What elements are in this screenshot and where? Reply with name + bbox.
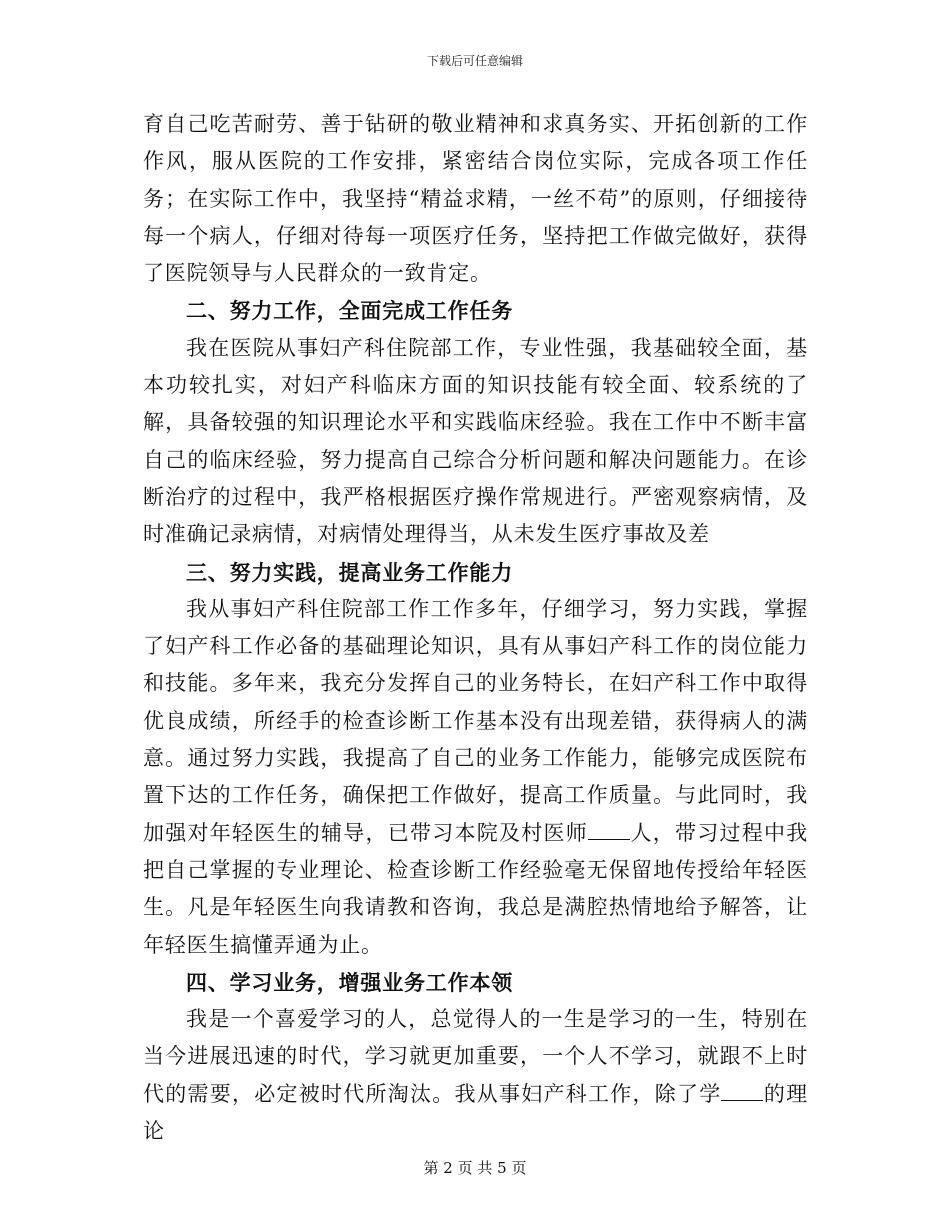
paragraph-section-3 bbox=[143, 591, 808, 964]
paragraph-section-4-part-a: 我是一个喜爱学习的人，总觉得人的一生是学习的一生，特别在当今进展迅速的时代，学习就更加重要，一个人不学习，就跟不上时代的需要，必定被时代所淘汰。我从事妇产科工作，除了学 bbox=[143, 1007, 808, 1106]
paragraph-section-4-part-b: 的理论 bbox=[143, 1081, 808, 1144]
page-footer: 第 2 页 共 5 页 bbox=[423, 1159, 527, 1177]
page-header: 下载后可任意编辑 bbox=[426, 54, 523, 68]
paragraph-section-2: 我在医院从事妇产科住院部工作，专业性强，我基础较全面，基本功较扎实，对妇产科临床方面的知识技能有较全面、较系统的了解，具备较强的知识理论水平和实践临床经验。我在工作中不断丰富自己的临床经验，努力提高自己综合分析问题和解决问题能力。在诊断治疗的过程中，我严格根据医疗操作常规进行。严密观察病情，及时准确记录病情，对病情处理得当，从未发生医疗事故及差 bbox=[143, 335, 808, 547]
section-heading-4: 四、学习业务，增强业务工作本领 bbox=[186, 969, 513, 995]
fill-in-blank bbox=[721, 1082, 763, 1101]
section-heading-3: 三、努力实践，提高业务工作能力 bbox=[186, 559, 513, 585]
paragraph-section-3-part-b: 人，带习过程中我把自己掌握的专业理论、检查诊断工作经验毫无保留地传授给年轻医生。凡是年轻医生向我请教和咨询，我总是满腔热情地给予解答，让年轻医生搞懂弄通为止。 bbox=[143, 820, 808, 957]
document-body bbox=[143, 106, 808, 1150]
section-heading-2: 二、努力工作，全面完成工作任务 bbox=[186, 298, 513, 324]
paragraph-section-4 bbox=[143, 1001, 808, 1150]
paragraph-continued: 育自己吃苦耐劳、善于钻研的敬业精神和求真务实、开拓创新的工作作风，服从医院的工作安排，紧密结合岗位实际，完成各项工作任务；在实际工作中，我坚持“精益求精，一丝不苟”的原则，仔细接待每一个病人，仔细对待每一项医疗任务，坚持把工作做完做好，获得了医院领导与人民群众的一致肯定。 bbox=[143, 112, 808, 286]
paragraph-section-3-part-a: 我从事妇产科住院部工作工作多年，仔细学习，努力实践，掌握了妇产科工作必备的基础理论知识，具有从事妇产科工作的岗位能力和技能。多年来，我充分发挥自己的业务特长，在妇产科工作中取得优良成绩，所经手的检查诊断工作基本没有出现差错，获得病人的满意。通过努力实践，我提高了自己的业务工作能力，能够完成医院布置下达的工作任务，确保把工作做好，提高工作质量。与此同时，我加强对年轻医生的辅导，已带习本院及村医师 bbox=[143, 596, 808, 845]
fill-in-blank bbox=[588, 821, 630, 840]
